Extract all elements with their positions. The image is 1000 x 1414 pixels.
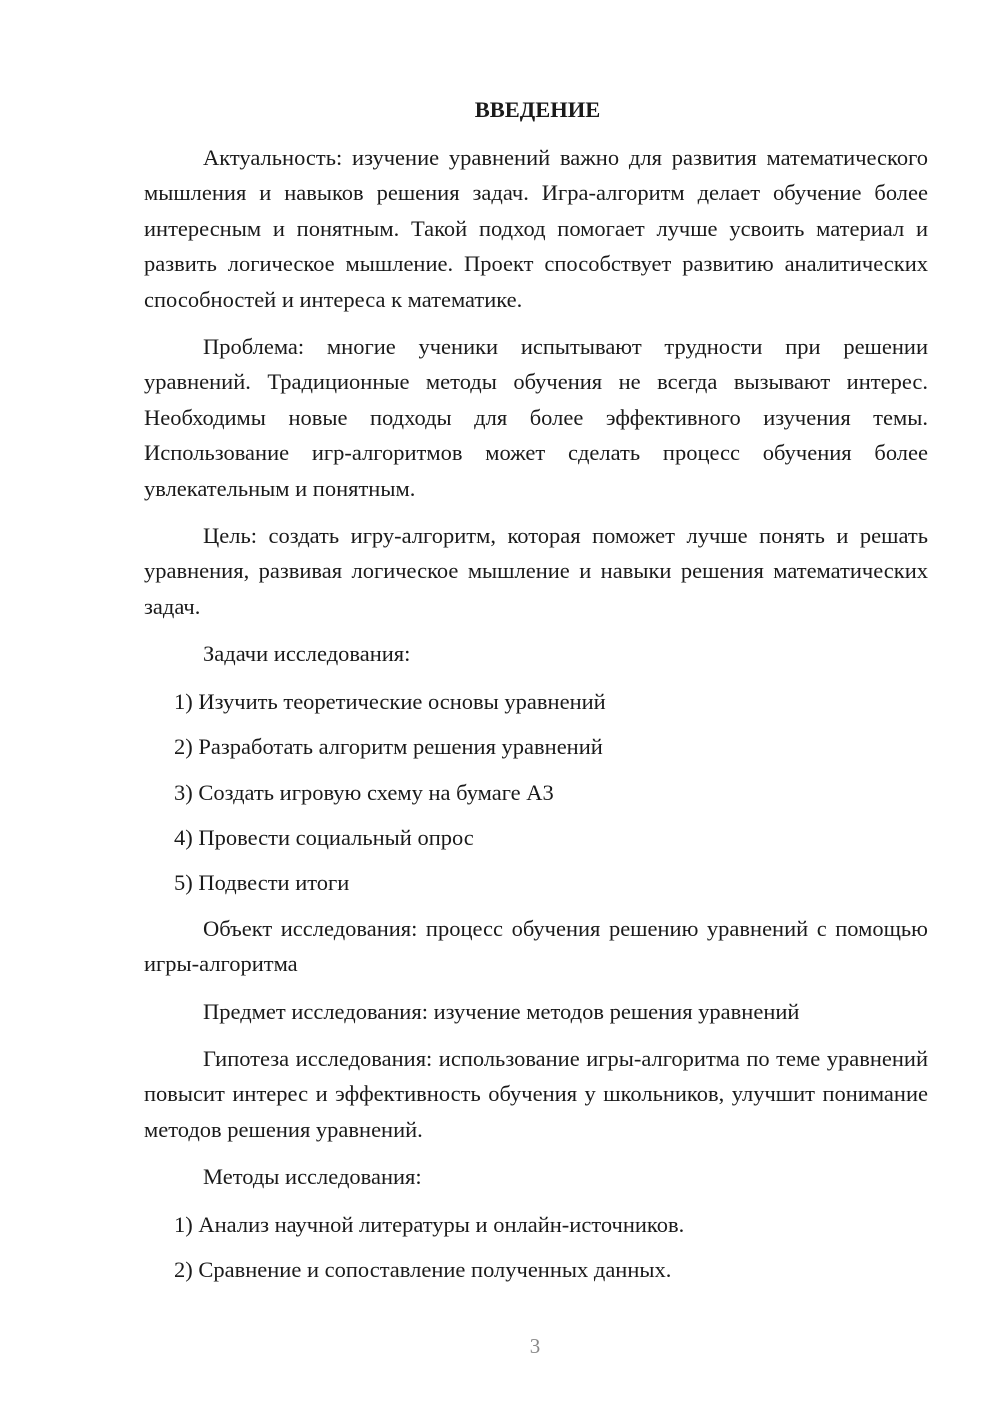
list-item: 3) Создать игровую схему на бумаге А3 xyxy=(174,779,554,805)
list-item: 1) Изучить теоретические основы уравнений xyxy=(174,688,606,714)
page-title: ВВЕДЕНИЕ xyxy=(474,97,601,122)
page-number: 3 xyxy=(529,1334,541,1358)
methods-list xyxy=(144,1207,928,1288)
goal-paragraph: Цель: создать игру-алгоритм, которая поможет лучше понять и решать уравнения, развивая логическое мышление и навыки решения математических задач. xyxy=(144,523,928,619)
subject-paragraph: Предмет исследования: изучение методов решения уравнений xyxy=(203,998,800,1024)
document-page xyxy=(144,92,928,1297)
hypothesis-paragraph: Гипотеза исследования: использование игры-алгоритма по теме уравнений повысит интерес и эффективность обучения у школьников, улучшит понимание методов решения уравнений. xyxy=(144,1045,928,1142)
tasks-list xyxy=(144,684,928,901)
list-item: 2) Разработать алгоритм решения уравнений xyxy=(174,734,603,760)
object-paragraph: Объект исследования: процесс обучения решению уравнений с помощью игры-алгоритма xyxy=(144,915,928,977)
methods-heading: Методы исследования: xyxy=(203,1164,422,1190)
list-item: 2) Сравнение и сопоставление полученных данных. xyxy=(174,1256,672,1282)
relevance-paragraph: Актуальность: изучение уравнений важно для развития математического мышления и навыков решения задач. Игра-алгоритм делает обучение более интересным и понятным. Такой подход помогает лучше усвоить материал и развить логическое мышление. Проект способствует развитию аналитических способностей и интереса к математике. xyxy=(144,145,928,312)
list-item: 4) Провести социальный опрос xyxy=(174,824,474,850)
list-item: 5) Подвести итоги xyxy=(174,870,350,896)
list-item: 1) Анализ научной литературы и онлайн-источников. xyxy=(174,1211,685,1237)
problem-paragraph: Проблема: многие ученики испытывают трудности при решении уравнений. Традиционные методы обучения не всегда вызывают интерес. Необходимы новые подходы для более эффективного изучения темы. Использование игр-алгоритмов может сделать процесс обучения более увлекательным и понятным. xyxy=(144,334,928,501)
tasks-heading: Задачи исследования: xyxy=(203,641,411,667)
